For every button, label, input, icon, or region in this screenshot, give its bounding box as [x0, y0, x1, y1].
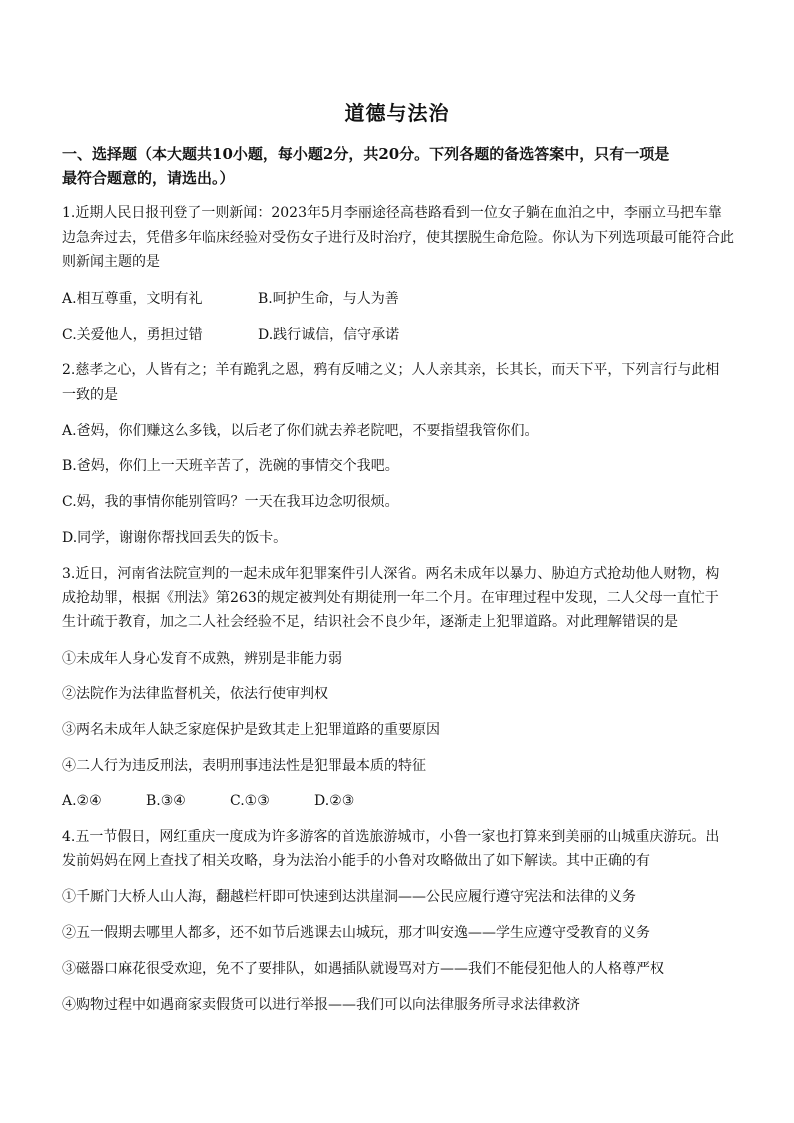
question-2-option-d: D.同学，谢谢你帮找回丢失的饭卡。: [62, 530, 288, 546]
question-4-item-4: ④购物过程中如遇商家卖假货可以进行举报——我们可以向法律服务所寻求法律救济: [62, 997, 580, 1013]
question-3-stem-line-1: 3.近日，河南省法院宣判的一起未成年犯罪案件引人深省。两名未成年以暴力、胁迫方式抢劫他人财物，构: [62, 566, 720, 582]
question-3-item-3: ③两名未成年人缺乏家庭保护是致其走上犯罪道路的重要原因: [62, 722, 440, 738]
question-3-option-d: D.②③: [314, 793, 355, 809]
section-heading-line-1: 一、选择题（本大题共10小题，每小题2分，共20分。下列各题的备选答案中，只有一项是: [62, 145, 670, 163]
question-4-item-1: ①千厮门大桥人山人海，翻越栏杆即可快速到达洪崖洞——公民应履行遵守宪法和法律的义务: [62, 889, 636, 905]
question-3-item-1: ①未成年人身心发育不成熟，辨别是非能力弱: [62, 651, 342, 667]
question-4-stem-line-1: 4.五一节假日，网红重庆一度成为许多游客的首选旅游城市，小鲁一家也打算来到美丽的山城重庆游玩。出: [62, 829, 720, 845]
question-4-stem-line-2: 发前妈妈在网上查找了相关攻略，身为法治小能手的小鲁对攻略做出了如下解读。其中正确的有: [62, 853, 650, 869]
question-1-option-d: D.践行诚信，信守承诺: [258, 327, 400, 343]
question-4-item-2: ②五一假期去哪里人都多，还不如节后逃课去山城玩，那才叫安逸——学生应遵守受教育的义务: [62, 925, 650, 941]
question-3-stem-line-2: 成抢劫罪，根据《刑法》第263的规定被判处有期徒刑一年二个月。在审理过程中发现，二人父母一直忙于: [62, 590, 719, 606]
question-4-item-3: ③磁器口麻花很受欢迎，免不了要排队，如遇插队就谩骂对方——我们不能侵犯他人的人格尊严权: [62, 961, 664, 977]
question-2-stem-line-2: 一致的是: [62, 387, 118, 403]
page-title: 道德与法治: [344, 101, 450, 125]
question-1-option-a: A.相互尊重，文明有礼: [62, 291, 203, 307]
question-1-stem-line-2: 边急奔过去，凭借多年临床经验对受伤女子进行及时治疗，使其摆脱生命危险。你认为下列选项最可能符合此: [62, 230, 734, 246]
question-2-stem-line-1: 2.慈孝之心，人皆有之；羊有跪乳之恩，鸦有反哺之义；人人亲其亲，长其长，而天下平，下列言行与此相: [62, 362, 720, 378]
question-3-option-a: A.②④: [62, 793, 102, 809]
question-1-option-c: C.关爱他人，勇担过错: [62, 327, 203, 343]
question-3-option-b: B.③④: [146, 793, 186, 809]
question-2-option-c: C.妈，我的事情你能别管吗？一天在我耳边念叨很烦。: [62, 494, 399, 510]
question-1-stem-line-1: 1.近期人民日报刊登了一则新闻：2023年5月李丽途径高巷路看到一位女子躺在血泊之中，李丽立马把车靠: [62, 205, 722, 221]
question-3-item-4: ④二人行为违反刑法，表明刑事违法性是犯罪最本质的特征: [62, 758, 426, 774]
question-1-stem-line-3: 则新闻主题的是: [62, 254, 160, 270]
question-3-item-2: ②法院作为法律监督机关，依法行使审判权: [62, 686, 328, 702]
question-3-option-c: C.①③: [230, 793, 270, 809]
question-2-option-a: A.爸妈，你们赚这么多钱，以后老了你们就去养老院吧，不要指望我管你们。: [62, 423, 539, 439]
question-2-option-b: B.爸妈，你们上一天班辛苦了，洗碗的事情交个我吧。: [62, 458, 399, 474]
question-1-option-b: B.呵护生命，与人为善: [258, 291, 399, 307]
section-heading-line-2: 最符合题意的，请选出。）: [62, 169, 235, 187]
question-3-stem-line-3: 生计疏于教育，加之二人社会经验不足，结识社会不良少年，逐渐走上犯罪道路。对此理解错误的是: [62, 614, 678, 630]
